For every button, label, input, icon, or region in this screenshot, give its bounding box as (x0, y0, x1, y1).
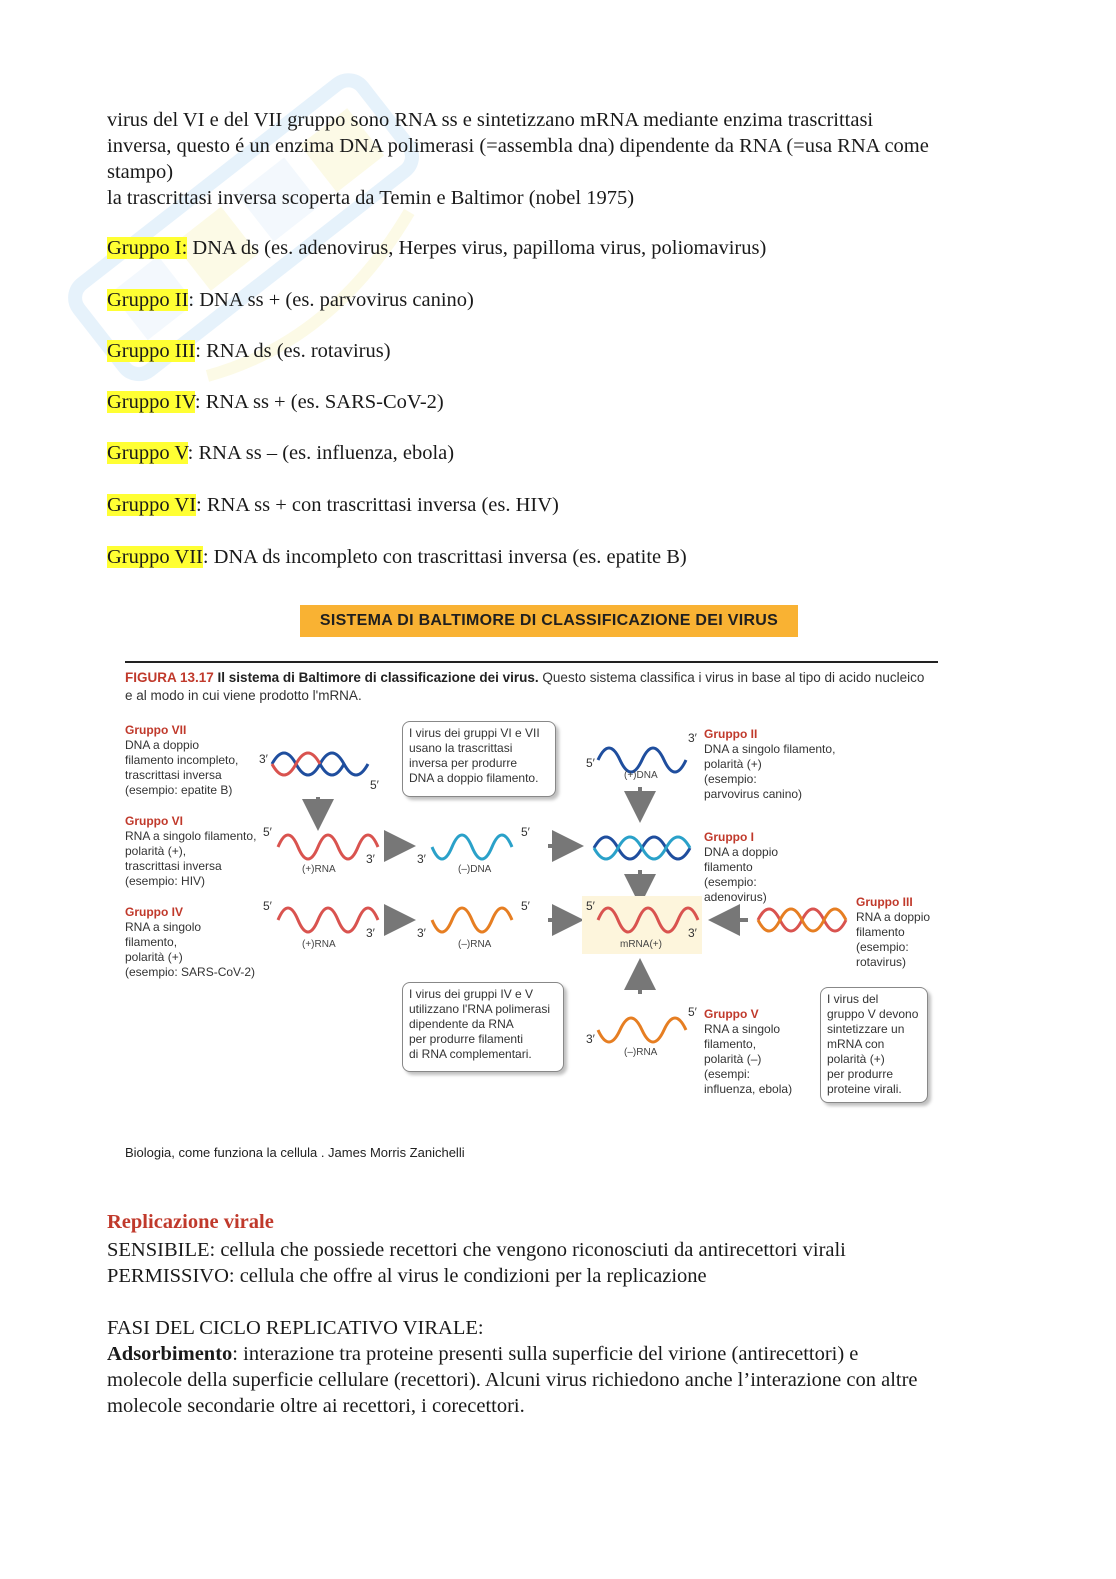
label-plus-rna-iv: (+)RNA (302, 939, 336, 950)
callout-line: sintetizzare un (827, 1022, 905, 1036)
callout-box-top (402, 721, 556, 797)
group-v-line: RNA a singolo (704, 1022, 781, 1036)
callout-line: mRNA con (827, 1037, 885, 1051)
label-group-vi (125, 814, 256, 889)
end-5-label: 5′ (521, 825, 530, 839)
label-plus-rna-vi: (+)RNA (302, 864, 336, 875)
label-minus-dna: (–)DNA (458, 864, 492, 875)
callout-line: gruppo V devono (827, 1007, 919, 1021)
end-3-label: 3′ (259, 752, 268, 766)
callout-line: utilizzano l'RNA polimerasi (409, 1002, 551, 1016)
end-5-label: 5′ (586, 756, 595, 770)
helix-group-v (598, 1018, 686, 1042)
helix-group-vii (272, 753, 368, 775)
group-description: : DNA ss + (es. parvovirus canino) (188, 289, 474, 311)
end-5-label: 5′ (263, 825, 272, 839)
callout-line: usano la trascrittasi (409, 741, 513, 755)
group-label: Gruppo VI (107, 494, 197, 516)
group-ii-line: DNA a singolo filamento, (704, 742, 836, 756)
callout-line: I virus del (827, 992, 879, 1006)
group-i-line: adenovirus) (704, 890, 767, 904)
group-vi-line: (esempio: HIV) (125, 874, 206, 888)
group-iv-line: filamento, (125, 935, 178, 949)
group-iii-line: (esempio: (856, 940, 909, 954)
end-3-label: 3′ (688, 926, 697, 940)
group-ii-line: (esempio: (704, 772, 757, 786)
group-vii-line: DNA a doppio (125, 738, 200, 752)
permissivo-definition: PERMISSIVO: cellula che offre al virus le condizioni per la replicazione (107, 1265, 707, 1287)
group-label: Gruppo V (107, 442, 188, 464)
adsorbimento-line: molecole della superficie cellulare (recettori). Alcuni virus richiedono anche l’interazione con altre (107, 1369, 918, 1391)
group-description: : RNA ss + con trascrittasi inversa (es. HIV) (196, 494, 559, 516)
callout-line: polarità (+) (827, 1052, 885, 1066)
group-iii-line: RNA a doppio (856, 910, 931, 924)
helix-minus-rna-iv (432, 908, 512, 932)
callout-line: dipendente da RNA (409, 1017, 514, 1031)
group-ii-line: parvovirus canino) (704, 787, 803, 801)
label-group-i (704, 830, 778, 905)
group-i-title: Gruppo I (704, 830, 754, 844)
group-vi-line: trascrittasi inversa (125, 859, 222, 873)
callout-line: di RNA complementari. (409, 1047, 532, 1061)
label-group-iii (856, 895, 930, 970)
figure-source: Biologia, come funziona la cellula . James Morris Zanichelli (125, 1145, 465, 1160)
group-description: : RNA ss + (es. SARS-CoV-2) (194, 391, 444, 413)
intro-line: la trascrittasi inversa scoperta da Temin e Baltimor (nobel 1975) (107, 187, 635, 209)
helix-minus-dna (432, 835, 512, 859)
caption-text: Questo sistema classifica i virus in base al tipo di acido nucleico e al modo in cui viene prodotto l'mRNA. (125, 670, 925, 703)
group-iv-line: RNA a singolo (125, 920, 202, 934)
end-3-label: 3′ (586, 1032, 595, 1046)
end-3-label: 3′ (366, 926, 375, 940)
intro-line: stampo) (107, 161, 174, 183)
replication-body (107, 1237, 1012, 1419)
group-label: Gruppo VII (107, 546, 203, 568)
label-group-iv (125, 905, 255, 980)
group-description: : DNA ds incompleto con trascrittasi inversa (es. epatite B) (202, 546, 687, 568)
group-vi-line: polarità (+), (125, 844, 187, 858)
end-5-label: 5′ (370, 778, 379, 792)
helix-group-iii (758, 909, 846, 931)
phases-title: FASI DEL CICLO REPLICATIVO VIRALE: (107, 1317, 484, 1339)
sensibile-definition: SENSIBILE: cellula che possiede recettori che vengono riconosciuti da antirecettori virali (107, 1239, 846, 1261)
label-mrna: mRNA(+) (620, 939, 662, 950)
group-ii-title: Gruppo II (704, 727, 758, 741)
callout-line: I virus dei gruppi IV e V (409, 987, 534, 1001)
group-v-line: influenza, ebola) (704, 1082, 793, 1096)
label-group-vii (125, 723, 238, 798)
callout-line: per produrre (827, 1067, 894, 1081)
end-5-label: 5′ (263, 899, 272, 913)
end-3-label: 3′ (417, 926, 426, 940)
label-group-v (704, 1007, 792, 1097)
adsorbimento-label: Adsorbimento (107, 1343, 233, 1365)
end-5-label: 5′ (521, 899, 530, 913)
end-3-label: 3′ (366, 852, 375, 866)
group-description: : RNA ds (es. rotavirus) (195, 340, 391, 362)
group-i-line: filamento (704, 860, 753, 874)
group-vi-title: Gruppo VI (125, 814, 183, 828)
adsorbimento-line (107, 1341, 1012, 1367)
label-minus-rna-v: (–)RNA (624, 1047, 658, 1058)
end-5-label: 5′ (688, 1005, 697, 1019)
callout-box-bottom (402, 982, 564, 1072)
figure-banner: SISTEMA DI BALTIMORE DI CLASSIFICAZIONE DEI VIRUS (300, 605, 798, 637)
group-description: : RNA ss – (es. influenza, ebola) (187, 442, 455, 464)
group-iii-line: filamento (856, 925, 905, 939)
group-vii-line: (esempio: epatite B) (125, 783, 233, 797)
callout-line: I virus dei gruppi VI e VII (409, 726, 540, 740)
group-vi-line: RNA a singolo filamento, (125, 829, 257, 843)
label-plus-dna: (+)DNA (624, 770, 658, 781)
caption-title: Il sistema di Baltimore di classificazione dei virus. (217, 670, 539, 685)
intro-line: inversa, questo é un enzima DNA polimerasi (=assembla dna) dipendente da RNA (=usa RNA come (107, 135, 929, 157)
group-label: Gruppo IV (107, 391, 195, 413)
section-heading: Replicazione virale (107, 1211, 274, 1233)
group-v-line: filamento, (704, 1037, 757, 1051)
end-5-label: 5′ (586, 899, 595, 913)
group-vii-line: trascrittasi inversa (125, 768, 222, 782)
group-v-line: (esempi: (704, 1067, 751, 1081)
end-3-label: 3′ (417, 852, 426, 866)
group-iii-line: rotavirus) (856, 955, 907, 969)
adsorbimento-text: : interazione tra proteine presenti sulla superficie del virione (antirecettori) e (232, 1343, 859, 1365)
adsorbimento-line: molecole secondarie oltre ai recettori, i corecettori. (107, 1395, 525, 1417)
group-label: Gruppo II (107, 289, 189, 311)
intro-line: virus del VI e del VII gruppo sono RNA ss e sintetizzano mRNA mediante enzima trascrittasi (107, 109, 874, 131)
group-label: Gruppo I: (107, 237, 188, 259)
group-i-line: DNA a doppio (704, 845, 779, 859)
group-ii-line: polarità (+) (704, 757, 762, 771)
group-label: Gruppo III (107, 340, 196, 362)
callout-line: inversa per produrre (409, 756, 518, 770)
group-vii-title: Gruppo VII (125, 723, 187, 737)
end-3-label: 3′ (688, 731, 697, 745)
callout-line: DNA a doppio filamento. (409, 771, 539, 785)
helix-group-iv (278, 908, 378, 932)
callout-line: per produrre filamenti (409, 1032, 524, 1046)
label-group-ii (704, 727, 835, 802)
group-v-title: Gruppo V (704, 1007, 759, 1021)
callout-line: proteine virali. (827, 1082, 902, 1096)
label-minus-rna-iv: (–)RNA (458, 939, 492, 950)
callout-box-right (820, 987, 928, 1103)
group-vii-line: filamento incompleto, (125, 753, 239, 767)
helix-group-ii (598, 748, 686, 772)
group-iv-title: Gruppo IV (125, 905, 183, 919)
group-iii-title: Gruppo III (856, 895, 913, 909)
group-iv-line: polarità (+) (125, 950, 183, 964)
helix-group-vi (278, 835, 378, 859)
group-description: DNA ds (es. adenovirus, Herpes virus, papilloma virus, poliomavirus) (187, 237, 767, 259)
helix-group-i (594, 837, 690, 859)
caption-label: FIGURA 13.17 (125, 670, 214, 685)
group-i-line: (esempio: (704, 875, 757, 889)
group-iv-line: (esempio: SARS-CoV-2) (125, 965, 256, 979)
group-v-line: polarità (–) (704, 1052, 762, 1066)
